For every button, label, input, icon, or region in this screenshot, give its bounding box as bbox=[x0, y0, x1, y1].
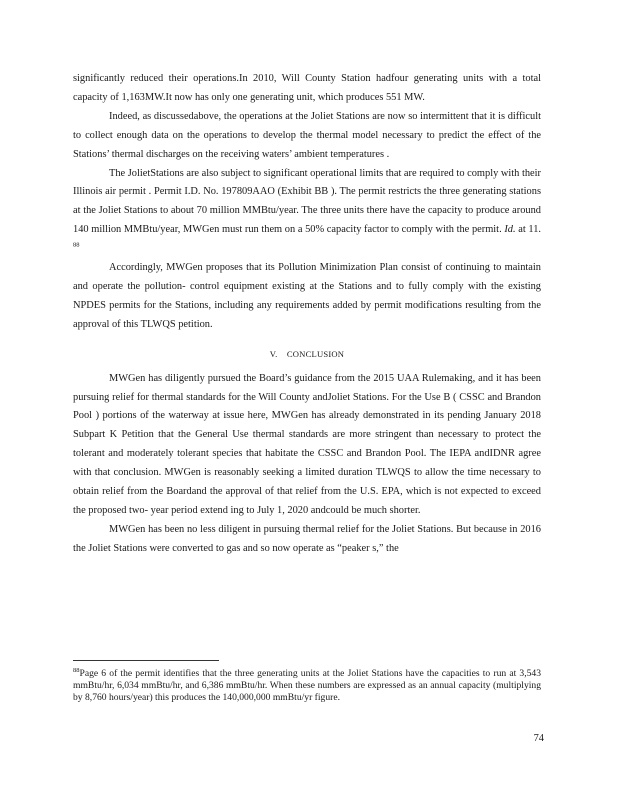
paragraph-pollution-minimization: Accordingly, MWGen proposes that its Pollution Minimization Plan consist of continuing to maintain and operate the pollution- control equipment existing at the Stations and to fully comply with the existing NPDES permits for the Stations, including any requirements added by permit modifications resulting from the approval of this TLWQS petition. bbox=[73, 262, 541, 330]
footnote-number: 88 bbox=[73, 666, 80, 674]
citation-tail: at 11. bbox=[515, 224, 541, 236]
footnote-reference[interactable]: 88 bbox=[73, 241, 80, 249]
citation-id: Id. bbox=[504, 224, 516, 236]
body-text bbox=[73, 70, 541, 559]
footnote-divider bbox=[73, 660, 219, 661]
paragraph-air-permit bbox=[73, 165, 541, 260]
paragraph-conclusion-diligence: MWGen has diligently pursued the Board’s guidance from the 2015 UAA Rulemaking, and it has been pursuing relief for thermal standards for the Will County andJoliet Stations. For the Use B ( CSSC and Brandon Pool ) portions of the waterway at issue here, MWGen has already demonstrated in its pending January 2018 Subpart K Petition that the General Use thermal standards are more stringent than necessary to protect the tolerant and moderately tolerant species that habitate the CSSC and Brandon Pool. The IEPA andIDNR agree with that conclusion. MWGen is reasonably seeking a limited duration TLWQS to allow the time necessary to obtain relief from the Boardand the approval of that relief from the U.S. EPA, which is not expected to exceed the proposed two- year period extend ing to July 1, 2020 andcould be much shorter. bbox=[73, 372, 541, 516]
footnote bbox=[73, 668, 541, 705]
paragraph-joliet-relief: MWGen has been no less diligent in pursuing thermal relief for the Joliet Stations. But because in 2016 the Joliet Stations were converted to gas and so now operate as “peaker s,” the bbox=[73, 523, 541, 554]
section-heading-conclusion: V. CONCLUSION bbox=[269, 348, 345, 359]
footnote-text: Page 6 of the permit identifies that the three generating units at the Joliet Stations have the capacities to run at 3,543 mmBtu/hr, 6,034 mmBtu/hr, and 6,386 mmBtu/hr. When these numbers are expressed as an annual capacity (multiplying by 8,760 hours/year) this produces the 140,000,000 mmBtu/yr figure. bbox=[73, 668, 541, 704]
air-permit-text: The JolietStations are also subject to significant operational limits that are required to comply with their Illinois air permit . Permit I.D. No. 197809AAO (Exhibit BB ). The permit restricts the three generating stations at the Joliet Stations to about 70 million MMBtu/year. The three units there have the capacity to produce around 140 million MMBtu/year, MWGen must run them on a 50% capacity factor to comply with the permit. bbox=[73, 167, 541, 236]
paragraph-intermittent-operations: Indeed, as discussedabove, the operations at the Joliet Stations are now so intermittent that it is difficult to collect enough data on the operations to develop the thermal model necessary to predict the effect of the Stations’ thermal discharges on the receiving waters’ ambient temperatures . bbox=[73, 110, 541, 160]
paragraph-operations-reduced: significantly reduced their operations.In 2010, Will County Station hadfour generating units with a total capacity of 1,163MW.It now has only one generating unit, which produces 551 MW. bbox=[73, 73, 541, 103]
page-number: 74 bbox=[533, 733, 544, 744]
